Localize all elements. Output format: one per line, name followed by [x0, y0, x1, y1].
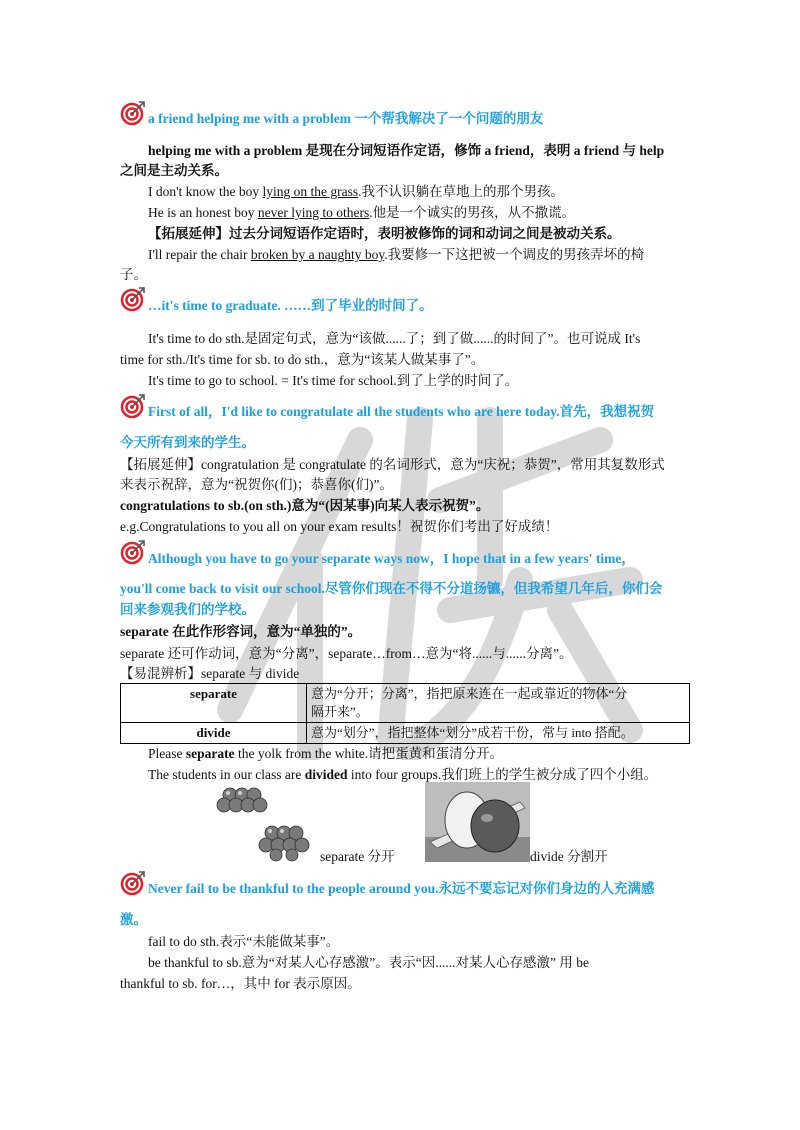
- section3-heading-line1: First of all，I'd like to congratulate all the students who are here today.首先，我想祝贺: [148, 404, 655, 419]
- section4-p1: separate 还可作动词，意为“分离”，separate…from…意为“将......与......分离”。: [120, 646, 573, 661]
- section4-compare-title: 【易混辨析】separate 与 divide: [120, 666, 300, 681]
- apples-separate-image: [210, 783, 320, 863]
- table-cell-meaning: [307, 684, 690, 723]
- example-text: He is an honest boy: [148, 205, 258, 220]
- caption-divide: divide 分割开: [530, 849, 608, 864]
- example-text: Please: [148, 746, 186, 761]
- target-icon: [120, 539, 146, 565]
- section1-heading-en: a friend helping me with a problem: [148, 111, 352, 126]
- example-text: I don't know the boy: [148, 184, 263, 199]
- meaning-line: 意为“分开；分离”，指把原来连在一起或靠近的物体“分: [311, 686, 628, 701]
- section3-heading-line2: 今天所有到来的学生。: [120, 435, 255, 450]
- caption-separate: separate 分开: [320, 849, 395, 864]
- table-row: [121, 684, 690, 723]
- section2-p3: It's time to go to school. = It's time for school.到了上学的时间了。: [148, 373, 519, 388]
- section3-extension-line1: 【拓展延伸】congratulation 是 congratulate 的名词形式，意为“庆祝；恭贺”，常用其复数形式: [120, 457, 665, 472]
- section4-example2: [148, 766, 657, 784]
- target-icon: [120, 393, 146, 419]
- target-icon: [120, 100, 146, 126]
- section5-heading-line1: Never fail to be thankful to the people around you.永远不要忘记对你们身边的人充满感: [148, 881, 655, 896]
- bold-word: divided: [304, 767, 348, 782]
- section2-p2: time for sth./It's time for sb. to do sth.，意为“该某人做某事了”。: [120, 352, 485, 367]
- example-translation: .他是一个诚实的男孩，从不撒谎。: [369, 205, 576, 220]
- meaning-line: 隔开来”。: [311, 704, 369, 719]
- example-text: I'll repair the chair: [148, 247, 251, 262]
- underlined-phrase: lying on the grass: [262, 184, 359, 199]
- section1-note-line2: 之间是主动关系。: [120, 163, 228, 178]
- example-text: The students in our class are: [148, 767, 305, 782]
- apple-divide-image: [425, 782, 530, 862]
- section1-example1: [148, 183, 564, 201]
- section3-bold-line: congratulations to sb.(on sth.)意为“(因某事)向某人表示祝贺”。: [120, 498, 490, 513]
- section4-bold-line: separate 在此作形容词，意为“单独的”。: [120, 624, 362, 639]
- section1-extension: 【拓展延伸】过去分词短语作定语时，表明被修饰的词和动词之间是被动关系。: [148, 226, 621, 241]
- underlined-phrase: never lying to others: [257, 205, 370, 220]
- section1-heading-zh: 一个帮我解决了一个问题的朋友: [354, 111, 544, 126]
- section3-example: e.g.Congratulations to you all on your exam results！祝贺你们考出了好成绩！: [120, 519, 559, 534]
- table-cell-word: divide: [121, 723, 307, 744]
- target-icon: [120, 286, 146, 312]
- target-icon: [120, 870, 146, 896]
- section4-example1: [148, 745, 503, 763]
- section2-heading: …it's time to graduate. ……到了毕业的时间了。: [148, 298, 433, 313]
- section1-heading: [148, 110, 543, 128]
- bold-word: separate: [185, 746, 235, 761]
- section2-p1: It's time to do sth.是固定句式，意为“该做......了；到了做......的时间了”。也可说成 It's: [148, 331, 641, 346]
- table-row: [121, 723, 690, 744]
- section5-p2: be thankful to sb.意为“对某人心存感激”。表示“因......对某人心存感激” 用 be: [148, 955, 589, 970]
- section5-heading-line2: 激。: [120, 912, 147, 927]
- section4-heading-line2: you'll come back to visit our school.尽管你们现在不得不分道扬镳，但我希望几年后，你们会: [120, 581, 663, 596]
- meaning-line: 意为“划分”，指把整体“划分”成若干份，常与 into 搭配。: [311, 725, 634, 740]
- section1-example3: [148, 246, 644, 264]
- example-text: into four groups.我们班上的学生被分成了四个小组。: [347, 767, 658, 782]
- example-translation: .我不认识躺在草地上的那个男孩。: [358, 184, 565, 199]
- table-cell-meaning: [307, 723, 690, 744]
- section3-extension-line2: 来表示祝辞，意为“祝贺你(们)；恭喜你(们)”。: [120, 477, 393, 492]
- compare-table: [120, 683, 690, 744]
- underlined-phrase: broken by a naughty boy: [250, 247, 385, 262]
- section1-example2: [148, 204, 575, 222]
- example-text: the yolk from the white.请把蛋黄和蛋清分开。: [234, 746, 504, 761]
- section5-p3: thankful to sb. for…，其中 for 表示原因。: [120, 976, 361, 991]
- table-cell-word: separate: [121, 684, 307, 723]
- section4-heading-line1: Although you have to go your separate ways now，I hope that in a few years' time，: [148, 551, 635, 566]
- section1-note-line1: helping me with a problem 是现在分词短语作定语，修饰 a friend，表明 a friend 与 help: [148, 143, 665, 158]
- example-translation: .我要修一下这把被一个调皮的男孩弄坏的椅: [384, 247, 645, 262]
- section5-p1: fail to do sth.表示“未能做某事”。: [148, 934, 340, 949]
- section1-example3-cont: 子。: [120, 267, 147, 282]
- section4-heading-line3: 回来参观我们的学校。: [120, 602, 255, 617]
